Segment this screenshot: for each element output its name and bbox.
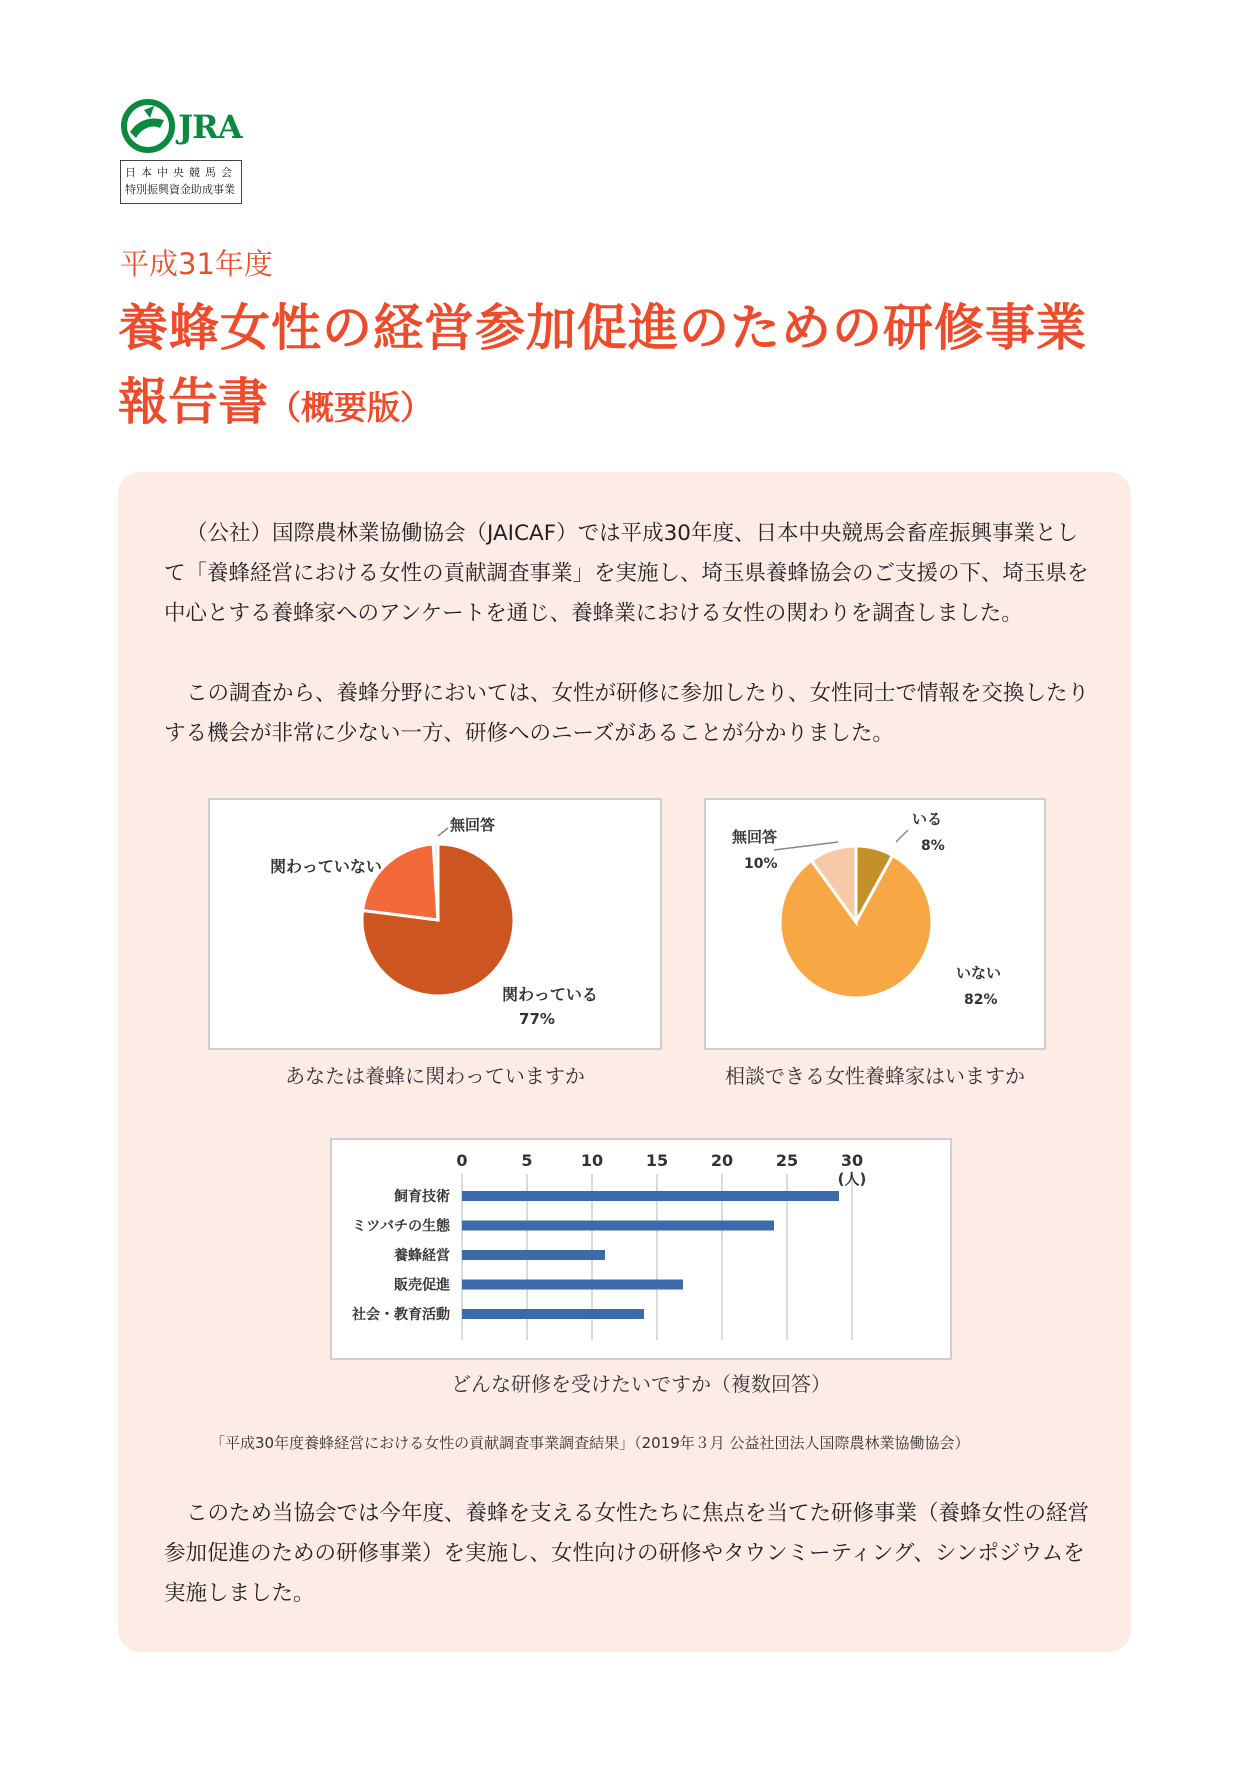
bar-category-label: ミツバチの生態: [352, 1218, 450, 1235]
project-text: このため当協会では今年度、養蜂を支える女性たちに焦点を当てた研修事業（養蜂女性の経営参加促進のための研修事業）を実施し、女性向けの研修やタウンミーティング、シンポジウムを実施しました。: [164, 1501, 1090, 1606]
bar-category-label: 飼育技術: [394, 1189, 450, 1205]
bar-category-label: 社会・教育活動: [352, 1307, 450, 1323]
pie2-value-no: 82%: [964, 992, 998, 1008]
pie-chart-advisor-svg: [706, 800, 1044, 1048]
bar-2: [462, 1250, 605, 1260]
bar-category-label: 販売促進: [394, 1277, 450, 1294]
jra-emblem-icon: [120, 98, 180, 154]
pie-chart-involvement-svg: [210, 800, 660, 1048]
x-tick-label: 5: [521, 1151, 533, 1170]
pie2-label-no-answer: 無回答: [732, 828, 778, 846]
x-tick-label: 30: [840, 1151, 864, 1170]
x-tick-label: 0: [456, 1151, 468, 1170]
pie1-label-not-involved: 関わっていない: [270, 857, 382, 876]
bar-chart-training-needs-svg: [332, 1140, 950, 1358]
project-paragraph: [164, 1494, 1094, 1614]
logo-line2: 特別振興資金助成事業: [125, 183, 235, 196]
bar-0: [462, 1191, 839, 1201]
caption-advisor: 相談できる女性養蜂家はいますか: [725, 1064, 1025, 1088]
pie2-value-yes: 8%: [921, 838, 945, 854]
x-tick-label: 10: [580, 1151, 604, 1170]
logo-subtitle-box: [120, 160, 242, 204]
pie-chart-advisor: [704, 798, 1046, 1050]
x-axis-unit: (人): [837, 1170, 867, 1188]
pie1-value-involved: 77%: [519, 1010, 555, 1028]
pie2-value-no-answer: 10%: [744, 856, 778, 872]
pie1-slice-1: [363, 844, 438, 920]
bar-4: [462, 1309, 644, 1319]
pie1-label-involved: 関わっている: [502, 985, 598, 1004]
bar-category-label: 養蜂経営: [394, 1248, 450, 1264]
pie1-label-no-answer: 無回答: [450, 816, 496, 834]
pie-chart-involvement: [208, 798, 662, 1050]
summary-edition-label: （概要版）: [268, 388, 433, 427]
pie2-label-no: いない: [956, 964, 1002, 982]
caption-training-needs: どんな研修を受けたいですか（複数回答）: [451, 1372, 831, 1396]
page-title-line2: [118, 362, 433, 434]
findings-paragraph: [164, 674, 1094, 754]
logo-line1: 日本中央競馬会: [125, 166, 237, 179]
intro-text: （公社）国際農林業協働協会（JAICAF）では平成30年度、日本中央競馬会畜産振興事業として「養蜂経営における女性の貢献調査事業」を実施し、埼玉県養蜂協会のご支援の下、埼玉県を中心とする養蜂家へのアンケートを通じ、養蜂業における女性の関わりを調査しました。: [164, 521, 1089, 626]
source-citation: 「平成30年度養蜂経営における女性の貢献調査事業調査結果」（2019年３月 公益社団法人国際農林業協働協会）: [210, 1434, 970, 1452]
jra-logo: [120, 98, 245, 210]
x-tick-label: 15: [645, 1151, 669, 1170]
x-tick-label: 20: [710, 1151, 734, 1170]
bar-3: [462, 1280, 683, 1290]
pie2-label-yes: いる: [912, 810, 943, 828]
fiscal-year: 平成31年度: [120, 247, 273, 281]
report-label: 報告書: [118, 373, 268, 431]
x-tick-label: 25: [775, 1151, 799, 1170]
intro-paragraph: [164, 514, 1094, 634]
page-title: 養蜂女性の経営参加促進のための研修事業: [118, 299, 1087, 357]
caption-involvement: あなたは養蜂に関わっていますか: [285, 1064, 585, 1088]
bar-1: [462, 1221, 774, 1231]
bar-chart-training-needs: [330, 1138, 952, 1360]
findings-text: この調査から、養蜂分野においては、女性が研修に参加したり、女性同士で情報を交換したりする機会が非常に少ない一方、研修へのニーズがあることが分かりました。: [164, 681, 1090, 746]
jra-wordmark: JRA: [178, 108, 242, 146]
